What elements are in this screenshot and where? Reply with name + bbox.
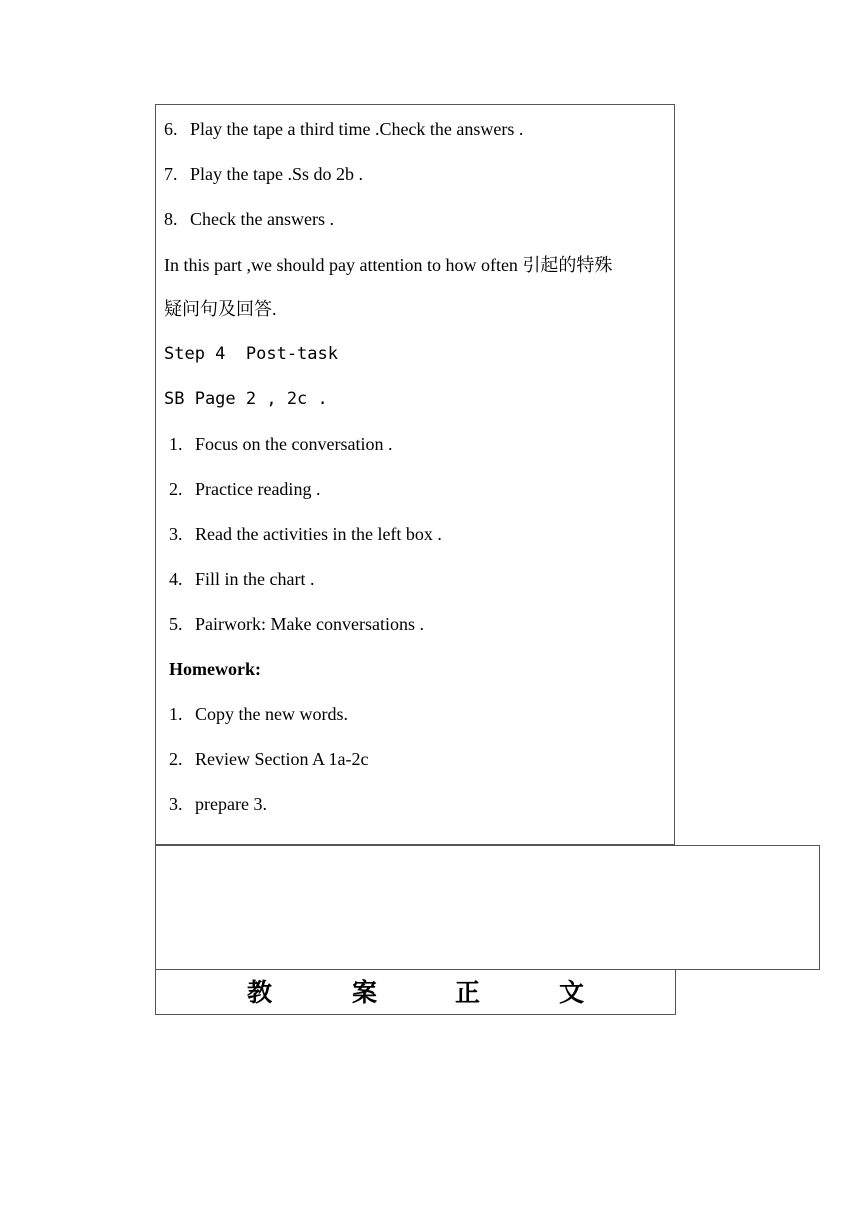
footer-title-char: 教 <box>247 978 273 1007</box>
item-number: 1. <box>169 434 183 454</box>
item-number: 5. <box>169 614 183 634</box>
item-number: 3. <box>169 794 183 814</box>
homework-item <box>169 703 348 725</box>
item-number: 3. <box>169 524 183 544</box>
note-english-text: In this part ,we should pay attention to how often <box>164 255 523 275</box>
item-number: 2. <box>169 749 183 769</box>
post-task-item <box>169 568 314 590</box>
step-number: 6. <box>164 119 178 139</box>
item-text: Read the activities in the left box . <box>195 524 442 544</box>
step4-page-ref: SB Page 2 , 2c . <box>164 389 328 409</box>
title-table-cell <box>155 969 676 1015</box>
step-text: Play the tape .Ss do 2b . <box>190 164 363 184</box>
note-line-1 <box>164 254 612 277</box>
item-text: Pairwork: Make conversations . <box>195 614 424 634</box>
post-task-item <box>169 523 442 545</box>
note-line-2 <box>164 298 277 321</box>
homework-item <box>169 748 368 770</box>
footer-title-char: 案 <box>352 978 378 1007</box>
empty-table-cell <box>155 845 820 970</box>
homework-heading: Homework: <box>169 659 261 679</box>
step-number: 7. <box>164 164 178 184</box>
item-text: Practice reading . <box>195 479 321 499</box>
note-chinese-text: 引起的特殊 <box>522 255 613 276</box>
footer-title-char: 正 <box>455 978 481 1007</box>
post-task-item <box>169 433 392 455</box>
step-item <box>164 118 523 140</box>
item-number: 4. <box>169 569 183 589</box>
item-number: 1. <box>169 704 183 724</box>
post-task-item <box>169 478 320 500</box>
item-text: Review Section A 1a-2c <box>195 749 369 769</box>
item-text: Copy the new words. <box>195 704 348 724</box>
step4-heading: Step 4 Post-task <box>164 344 338 364</box>
post-task-item <box>169 613 424 635</box>
item-text: Fill in the chart . <box>195 569 315 589</box>
step-item <box>164 208 334 230</box>
item-text: Focus on the conversation . <box>195 434 393 454</box>
step-number: 8. <box>164 209 178 229</box>
footer-title-char: 文 <box>559 978 585 1007</box>
step-item <box>164 163 363 185</box>
step-text: Check the answers . <box>190 209 334 229</box>
step-text: Play the tape a third time .Check the answers . <box>190 119 524 139</box>
note-chinese-text-2: 疑问句及回答 <box>164 299 272 320</box>
item-number: 2. <box>169 479 183 499</box>
note-period: . <box>272 299 277 319</box>
homework-item <box>169 793 267 815</box>
item-text: prepare 3. <box>195 794 267 814</box>
